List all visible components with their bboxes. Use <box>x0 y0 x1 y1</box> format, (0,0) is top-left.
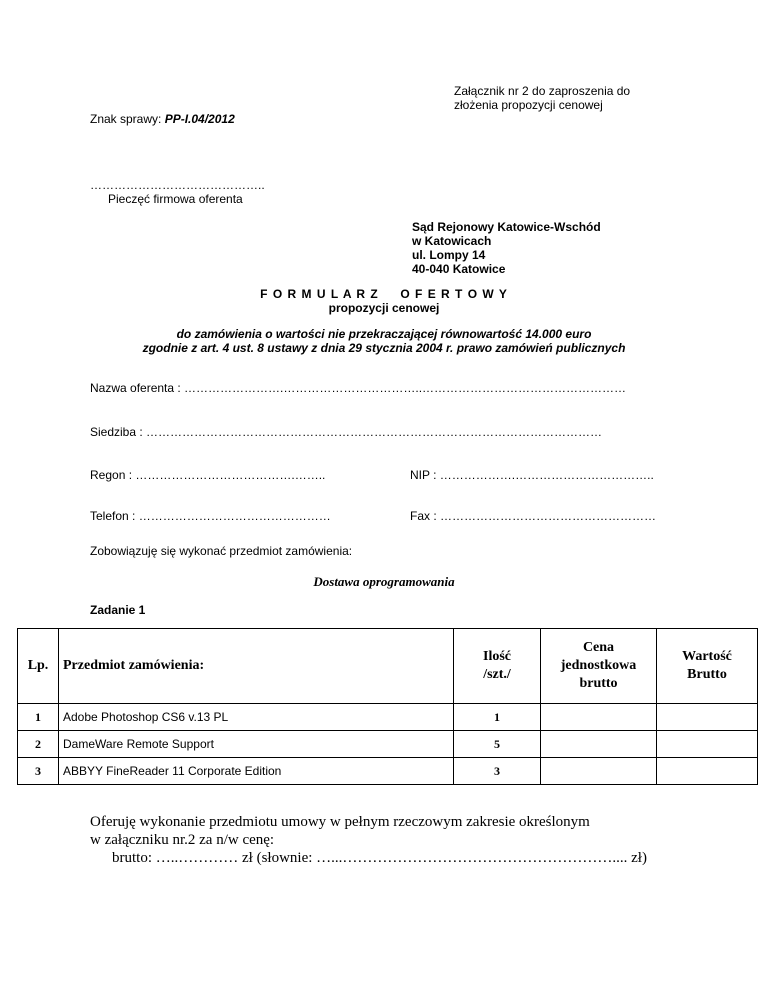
scope-line2: zgodnie z art. 4 ust. 8 ustawy z dnia 29 stycznia 2004 r. prawo zamówień publicznych <box>142 341 626 355</box>
header-value-line1: Wartość <box>682 649 732 664</box>
row-lp: 1 <box>18 704 59 731</box>
row-price[interactable] <box>541 758 657 785</box>
field-company-name[interactable]: Nazwa oferenta : …………………….……………………………..…………………………………………… <box>90 381 627 395</box>
offer-line3[interactable]: brutto: …..………… zł (słownie: …...……………………………………………….... zł) <box>112 850 647 866</box>
row-item: ABBYY FineReader 11 Corporate Edition <box>59 758 454 785</box>
header-qty-line2: /szt./ <box>483 667 511 682</box>
row-price[interactable] <box>541 704 657 731</box>
field-regon[interactable]: Regon : ………………………………….…….. <box>90 468 326 482</box>
attachment-note-line2: złożenia propozycji cenowej <box>454 98 603 112</box>
header-price-line3: brutto <box>579 676 618 691</box>
commitment-text: Zobowiązuję się wykonać przedmiot zamówienia: <box>90 544 353 558</box>
row-item: DameWare Remote Support <box>59 731 454 758</box>
header-item: Przedmiot zamówienia: <box>59 629 454 704</box>
header-price-line2: jednostkowa <box>560 658 637 673</box>
field-nip[interactable]: NIP : ……………….…………………………….. <box>410 468 654 482</box>
table-row <box>18 704 758 731</box>
recipient-line2: w Katowicach <box>412 234 492 248</box>
row-value[interactable] <box>657 758 758 785</box>
header-price-line1: Cena <box>582 640 615 655</box>
header-lp: Lp. <box>18 629 59 704</box>
recipient-line4: 40-040 Katowice <box>412 262 506 276</box>
row-lp: 3 <box>18 758 59 785</box>
recipient-line1: Sąd Rejonowy Katowice-Wschód <box>412 220 601 234</box>
attachment-note-line1: Załącznik nr 2 do zaproszenia do <box>454 84 631 98</box>
offer-line2: w załączniku nr.2 za n/w cenę: <box>90 832 275 848</box>
case-reference-label: Znak sprawy: <box>90 112 165 126</box>
case-reference <box>90 112 235 127</box>
header-price <box>541 629 657 704</box>
table-row <box>18 758 758 785</box>
row-qty: 3 <box>454 758 541 785</box>
header-qty-line1: Ilość <box>483 649 511 664</box>
row-item: Adobe Photoshop CS6 v.13 PL <box>59 704 454 731</box>
header-qty <box>454 629 541 704</box>
items-table <box>17 628 758 785</box>
scope-line1: do zamówienia o wartości nie przekraczającej równowartość 14.000 euro <box>176 327 592 341</box>
row-lp: 2 <box>18 731 59 758</box>
subject-title: Dostawa oprogramowania <box>313 574 455 589</box>
form-subtitle: propozycji cenowej <box>328 301 440 315</box>
header-value <box>657 629 758 704</box>
header-value-line2: Brutto <box>687 667 727 682</box>
table-header-row <box>18 629 758 704</box>
case-reference-value: PP-I.04/2012 <box>164 112 235 126</box>
recipient-line3: ul. Lompy 14 <box>412 248 486 262</box>
row-value[interactable] <box>657 731 758 758</box>
table-row <box>18 731 758 758</box>
stamp-label: Pieczęć firmowa oferenta <box>108 192 243 206</box>
field-fax[interactable]: Fax : ……………………………………………… <box>410 509 657 523</box>
row-qty: 1 <box>454 704 541 731</box>
row-value[interactable] <box>657 704 758 731</box>
task-label: Zadanie 1 <box>90 603 146 617</box>
stamp-dots: …………………………………….. <box>90 178 265 192</box>
form-title: F O R M U L A R Z O F E R T O W Y <box>260 287 508 301</box>
offer-line1: Oferuję wykonanie przedmiotu umowy w pełnym rzeczowym zakresie określonym <box>90 814 590 830</box>
field-seat[interactable]: Siedziba : …………………………………………………………………………………………………… <box>90 425 603 439</box>
row-qty: 5 <box>454 731 541 758</box>
field-phone[interactable]: Telefon : ………………………………………… <box>90 509 331 523</box>
row-price[interactable] <box>541 731 657 758</box>
